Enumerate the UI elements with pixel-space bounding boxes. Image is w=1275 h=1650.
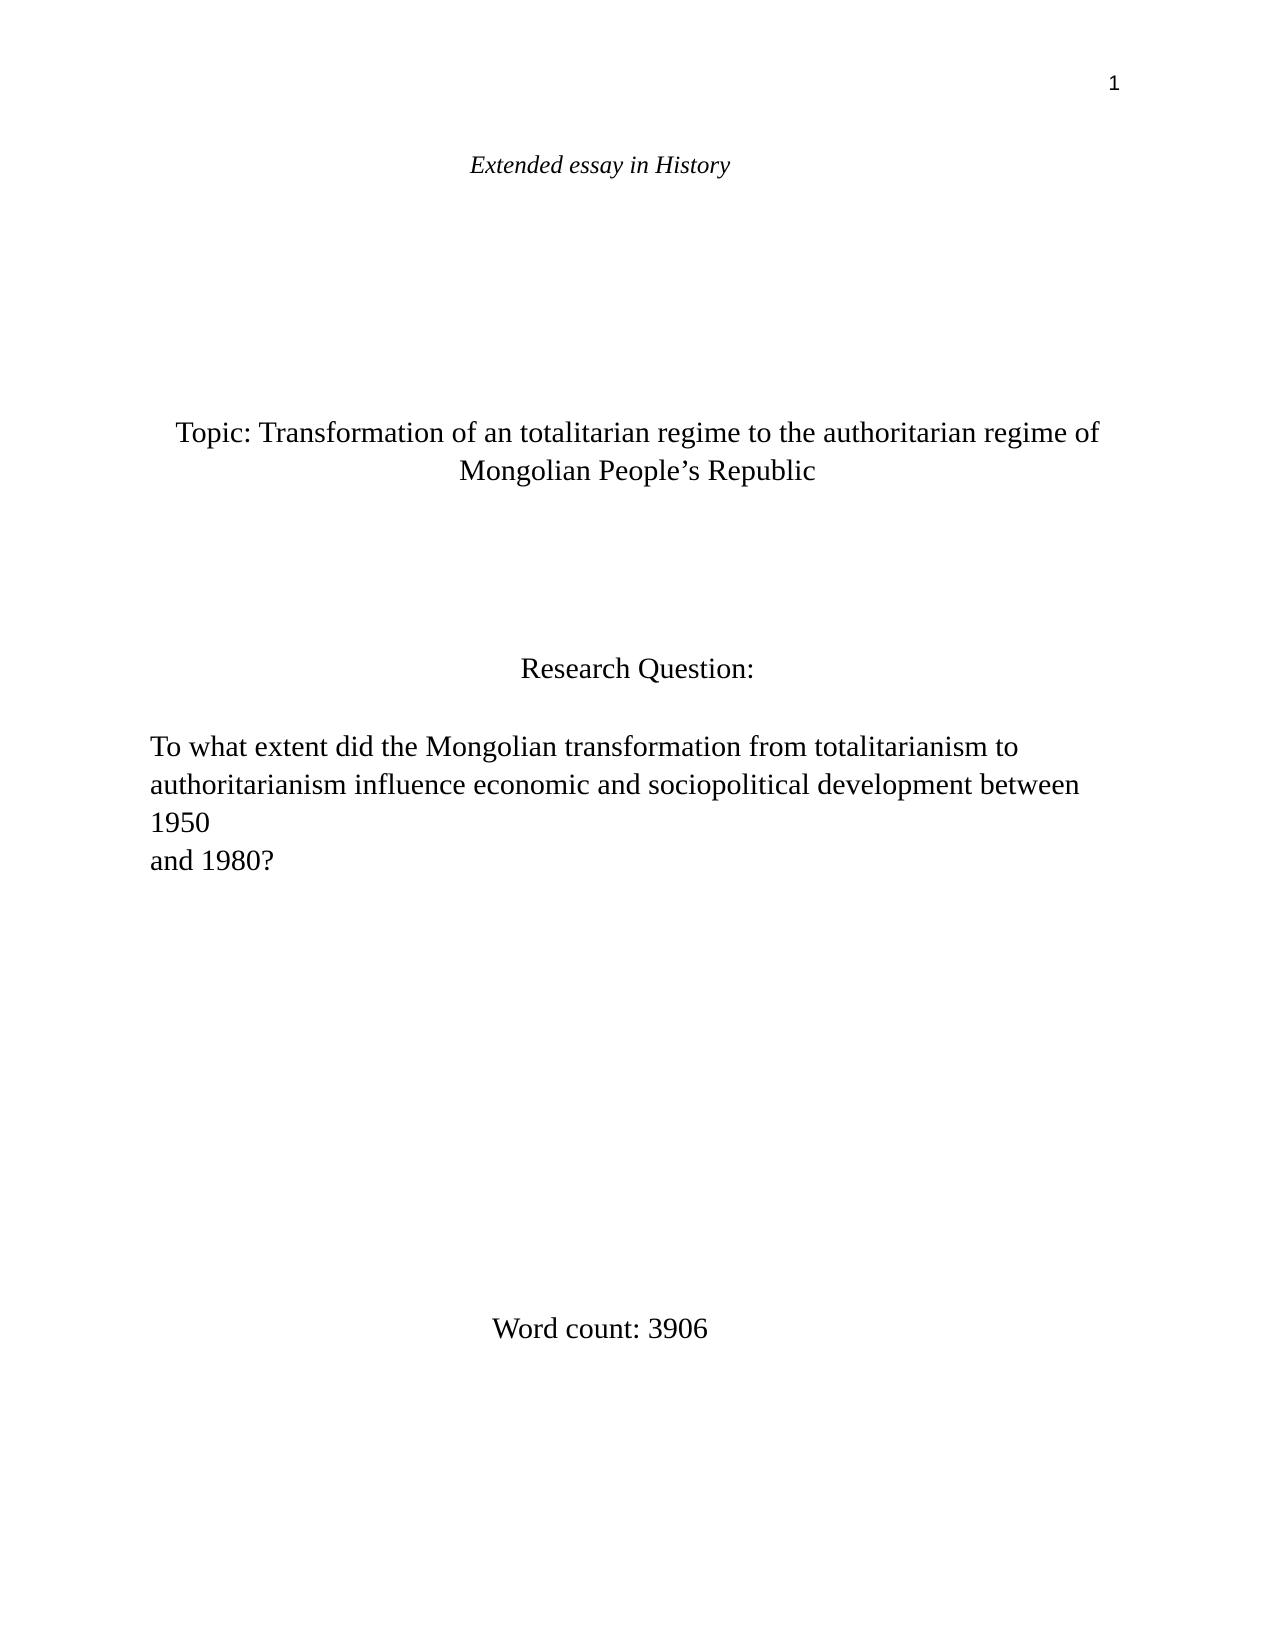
research-question-text: To what extent did the Mongolian transformation from totalitarianism to authoritarianism influence economic and sociopolitical development between 1950 and 1980? <box>150 730 1080 877</box>
research-question-heading: Research Question: <box>520 652 755 685</box>
word-count: Word count: 3906 <box>492 1312 708 1345</box>
essay-subtitle: Extended essay in History <box>469 152 731 179</box>
topic-title: Topic: Transformation of an totalitarian regime to the authoritarian regime of Mongolian People’s Republic <box>175 416 1100 487</box>
page-number: 1 <box>1108 72 1120 95</box>
